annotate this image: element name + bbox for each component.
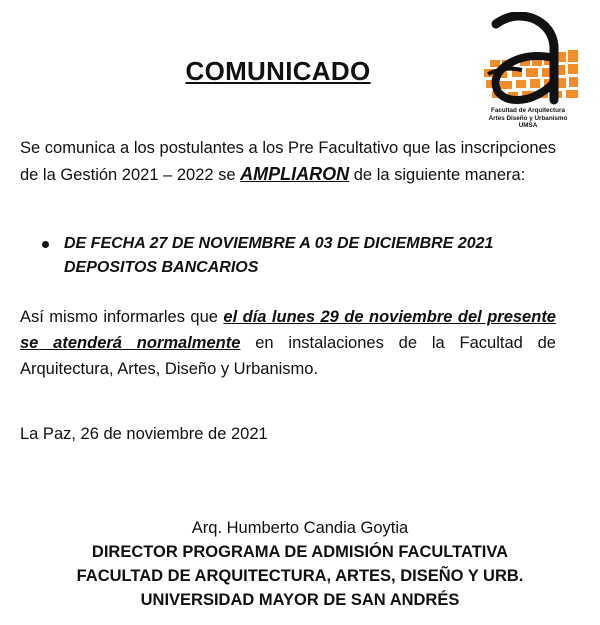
paragraph-text: Se comunica a los postulantes a los Pre Facultativo que las inscripciones de la Gestión 2021 – 2022 se <box>20 139 556 184</box>
emphasis-text: AMPLIARON <box>240 164 350 184</box>
faculty-logo <box>468 12 584 136</box>
announcement-paragraph <box>20 135 556 188</box>
bullet-icon <box>42 241 49 248</box>
page-title: COMUNICADO <box>185 56 371 86</box>
logo-caption <box>478 107 578 130</box>
signature-university: UNIVERSIDAD MAYOR DE SAN ANDRÉS <box>140 591 460 609</box>
signature-faculty: FACULTAD DE ARQUITECTURA, ARTES, DISEÑO Y URB. <box>76 567 524 585</box>
logo-caption-line: UMSA <box>518 122 538 129</box>
bullet-line: DEPOSITOS BANCARIOS <box>64 259 259 276</box>
paragraph-text: en instalaciones de la Facultad de Arquitectura, Artes, Diseño y Urbanismo. <box>20 334 556 378</box>
signature-name: Arq. Humberto Candia Goytia <box>191 519 409 537</box>
logo-caption-line: Facultad de Arquitectura <box>491 107 565 114</box>
bullet-line: DE FECHA 27 DE NOVIEMBRE A 03 DE DICIEMBRE 2021 <box>64 235 494 252</box>
logo-caption-line: Artes Diseño y Urbanismo <box>488 114 568 122</box>
bullet-list <box>40 232 560 280</box>
emphasis-text: el día lunes 29 de noviembre del presente se atenderá normalmente <box>20 308 556 352</box>
paragraph-text: de la siguiente manera: <box>349 166 526 184</box>
paragraph-text: Así mismo informarles que <box>20 308 224 326</box>
logo-mark-icon <box>468 12 584 112</box>
list-item <box>40 232 560 280</box>
date-line: La Paz, 26 de noviembre de 2021 <box>20 425 268 443</box>
signature-title: DIRECTOR PROGRAMA DE ADMISIÓN FACULTATIVA <box>91 543 509 561</box>
info-paragraph <box>20 304 556 382</box>
